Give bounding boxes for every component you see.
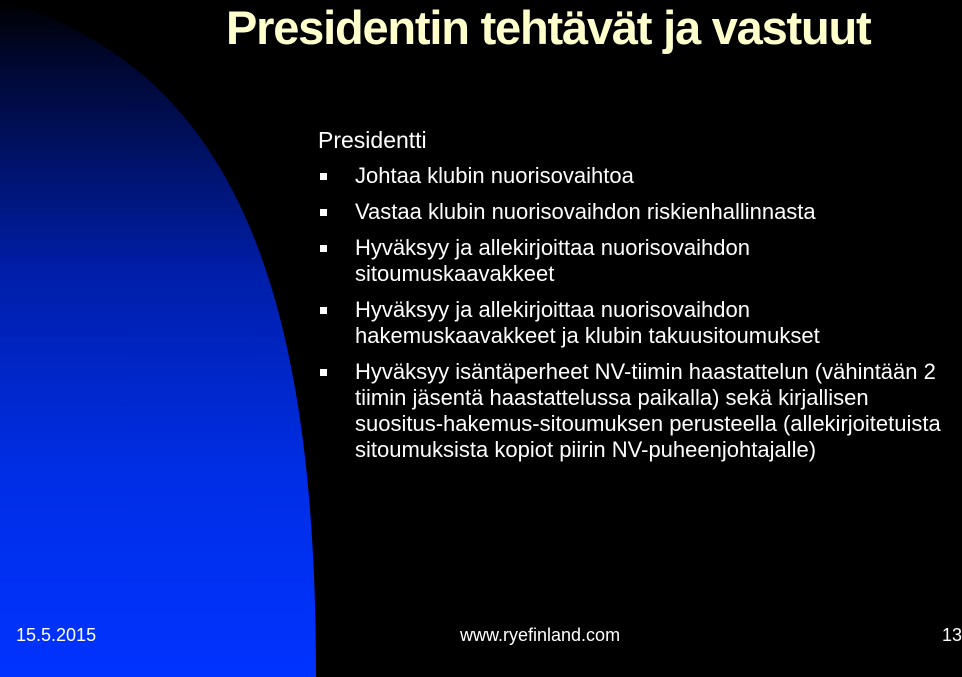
list-item-text: Hyväksyy ja allekirjoittaa nuorisovaihdon sitoumuskaavakkeet xyxy=(355,235,750,286)
square-bullet-icon xyxy=(320,245,327,252)
list-item-text: Hyväksyy ja allekirjoittaa nuorisovaihdon hakemuskaavakkeet ja klubin takuusitoumukset xyxy=(355,297,820,348)
list-item-text: Johtaa klubin nuorisovaihtoa xyxy=(355,163,634,188)
square-bullet-icon xyxy=(320,369,327,376)
list-item-text: Vastaa klubin nuorisovaihdon riskienhallinnasta xyxy=(355,199,816,224)
lead-text: Presidentti xyxy=(318,127,427,153)
square-bullet-icon xyxy=(320,173,327,180)
bullet-list xyxy=(318,163,953,473)
list-item xyxy=(318,297,953,349)
footer-page-number: 13 xyxy=(942,625,962,645)
footer-date: 15.5.2015 xyxy=(16,625,97,645)
list-item xyxy=(318,359,953,463)
list-item xyxy=(318,235,953,287)
list-item xyxy=(318,163,953,189)
square-bullet-icon xyxy=(320,209,327,216)
footer-url: www.ryefinland.com xyxy=(460,625,621,645)
list-item xyxy=(318,199,953,225)
square-bullet-icon xyxy=(320,307,327,314)
slide-title: Presidentin tehtävät ja vastuut xyxy=(226,1,871,54)
list-item-text: Hyväksyy isäntäperheet NV-tiimin haastattelun (vähintään 2 tiimin jäsentä haastattelussa paikalla) sekä kirjallisen suositus-hakemus-sitoumuksen perusteella (allekirjoitetuista sitoumuksista kopiot piirin NV-puheenjohtajalle) xyxy=(355,359,941,462)
